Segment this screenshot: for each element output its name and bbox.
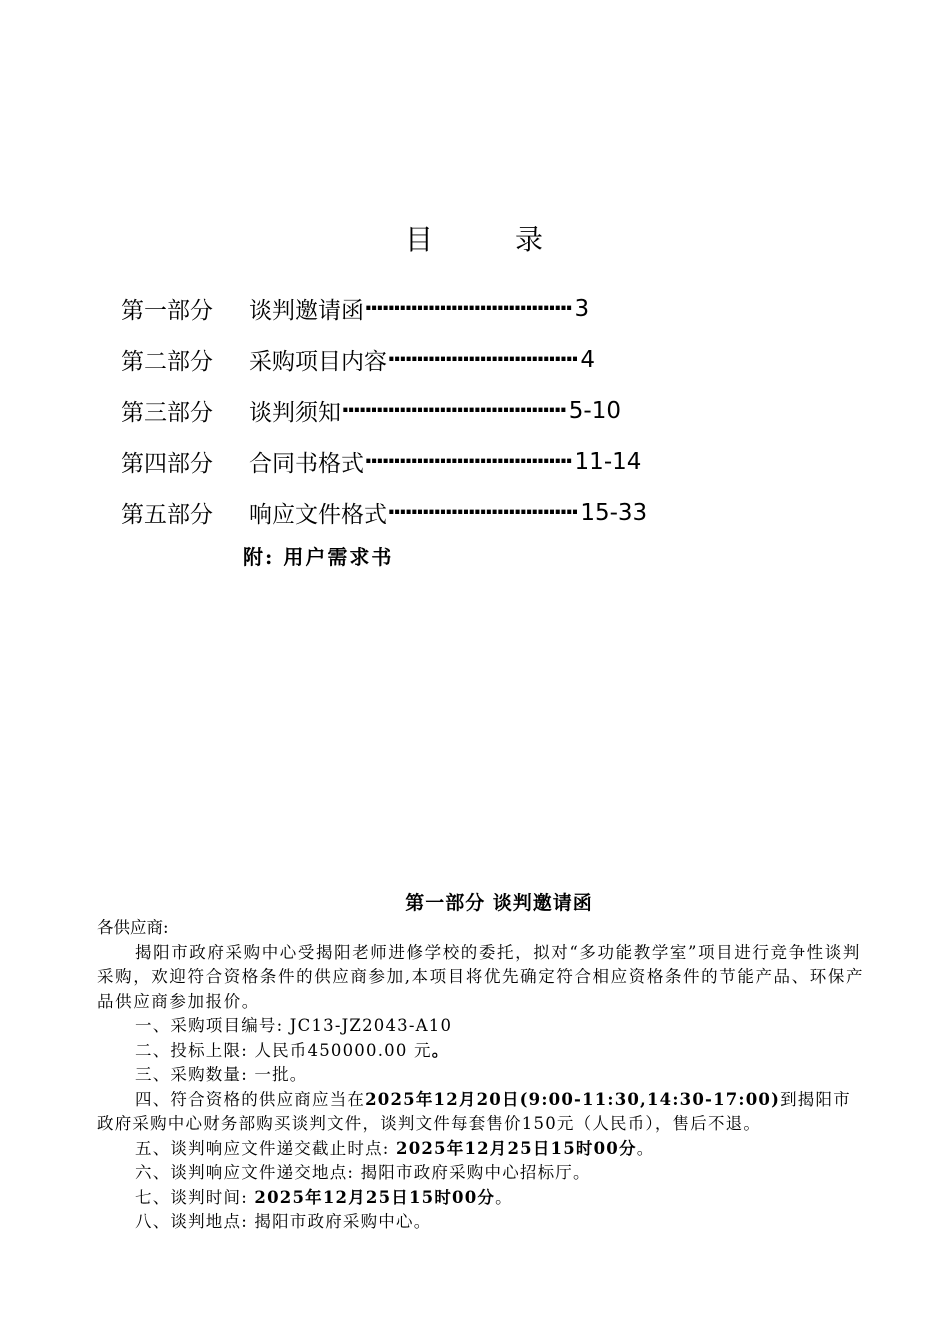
toc-appendix: 附: 用户需求书 (243, 545, 394, 569)
toc-page: 3 (574, 295, 590, 322)
toc-entry-4 (121, 436, 821, 487)
toc-name: 采购项目内容 (249, 349, 387, 375)
toc-leader: ······································· (341, 397, 565, 424)
item-submission-deadline: 五、谈判响应文件递交截止时点: 2025年12月25日15时00分。 (135, 1138, 655, 1158)
toc-name: 合同书格式 (249, 451, 364, 477)
item-budget-limit: 二、投标上限: 人民币450000.00 元。 (135, 1040, 450, 1060)
toc-entry-2 (121, 334, 821, 385)
toc-leader: ···································· (364, 295, 571, 322)
toc-title-right: 录 (515, 223, 546, 256)
toc-page: 15-33 (580, 499, 648, 526)
toc-part: 第五部分 (121, 502, 213, 528)
toc-part: 第三部分 (121, 400, 213, 426)
toc-page: 11-14 (574, 448, 642, 475)
toc-part: 第一部分 (121, 298, 213, 324)
toc-part: 第四部分 (121, 451, 213, 477)
item-submission-location: 六、谈判响应文件递交地点: 揭阳市政府采购中心招标厅。 (135, 1163, 591, 1182)
item-purchase-docs: 四、符合资格的供应商应当在2025年12月20日(9:00-11:30,14:30-17:00)到揭阳市政府采购中心财务部购买谈判文件，谈判文件每套售价150元（人民币），售后不退。 (97, 1089, 851, 1133)
item-quantity: 三、采购数量: 一批。 (135, 1065, 308, 1084)
toc-part: 第二部分 (121, 349, 213, 375)
toc-leader: ································· (387, 499, 577, 526)
intro-paragraph: 揭阳市政府采购中心受揭阳老师进修学校的委托，拟对“多功能教学室”项目进行竞争性谈判采购，欢迎符合资格条件的供应商参加,本项目将优先确定符合相应资格条件的节能产品、环保产品供应商参加报价。 (97, 942, 865, 1011)
toc-page: 4 (580, 346, 595, 373)
toc-list (121, 283, 821, 538)
toc-name: 响应文件格式 (249, 502, 387, 528)
toc-name: 谈判须知 (249, 400, 341, 426)
toc-leader: ···································· (364, 448, 571, 475)
toc-leader: ································· (387, 346, 577, 373)
toc-entry-5 (121, 487, 821, 538)
toc-page: 5-10 (568, 397, 621, 424)
toc-name: 谈判邀请函 (249, 298, 364, 324)
item-project-number: 一、采购项目编号: JC13-JZ2043-A10 (135, 1016, 453, 1035)
toc-title-left: 目 (404, 223, 435, 256)
section-title: 第一部分 谈判邀请函 (405, 892, 593, 914)
item-negotiation-time: 七、谈判时间: 2025年12月25日15时00分。 (135, 1187, 513, 1207)
item-negotiation-location: 八、谈判地点: 揭阳市政府采购中心。 (135, 1212, 432, 1231)
section-body (97, 916, 867, 1235)
toc-title (0, 218, 950, 258)
toc-entry-3 (121, 385, 821, 436)
toc-entry-1 (121, 283, 821, 334)
salutation: 各供应商: (97, 918, 169, 937)
